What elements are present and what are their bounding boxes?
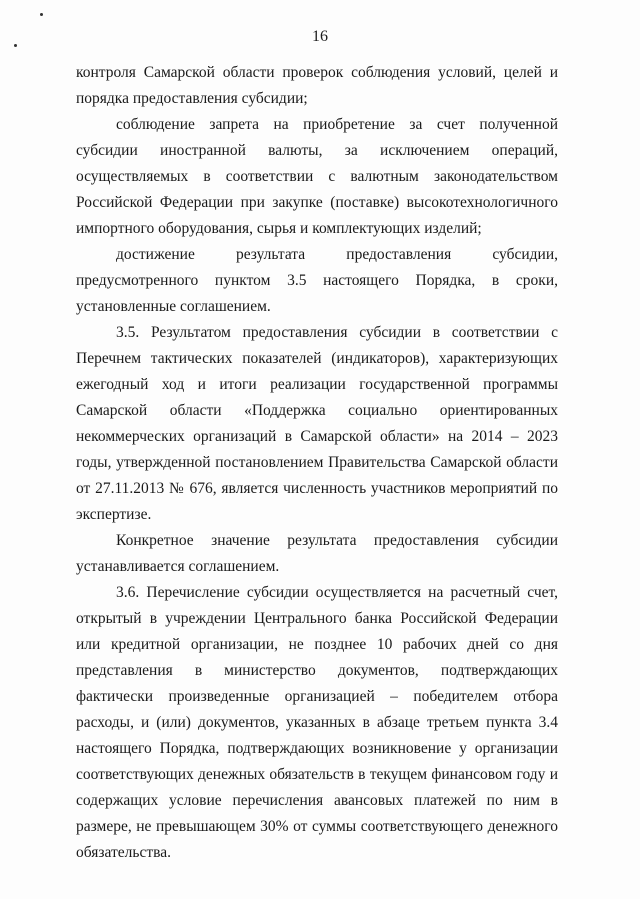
paragraph: соблюдение запрета на приобретение за счет полученной субсидии иностранной валюты, за исключением операций, осуществляемых в соответствии с валютным законодательством Российской Федерации при закупке (поставке) высокотехнологичного импортного оборудования, сырья и комплектующих изделий; bbox=[76, 116, 558, 237]
paragraph: 3.6. Перечисление субсидии осуществляется на расчетный счет, открытый в учреждении Центрального банка Российской Федерации или кредитной организации, не позднее 10 рабочих дней со дня представления в министерство документов, подтверждающих фактически произведенные организацией – победителем отбора расходы, и (или) документов, указанных в абзаце третьем пункта 3.4 настоящего Порядка, подтверждающих возникновение у организации соответствующих денежных обязательств в текущем финансовом году и содержащих условие перечисления авансовых платежей по ним в размере, не превышающем 30% от суммы соответствующего денежного обязательства. bbox=[76, 584, 558, 861]
paragraph: контроля Самарской области проверок соблюдения условий, целей и порядка предоставления субсидии; bbox=[76, 64, 558, 107]
page-number: 16 bbox=[312, 28, 328, 45]
paragraph: достижение результата предоставления субсидии, предусмотренного пунктом 3.5 настоящего Порядка, в сроки, установленные соглашением. bbox=[76, 246, 558, 315]
document-body bbox=[76, 60, 558, 866]
paragraph: 3.5. Результатом предоставления субсидии в соответствии с Перечнем тактических показателей (индикаторов), характеризующих ежегодный ход и итоги реализации государственной программы Самарской области «Поддержка социально ориентированных некоммерческих организаций в Самарской области» на 2014 – 2023 годы, утвержденной постановлением Правительства Самарской области от 27.11.2013 № 676, является численность участников мероприятий по экспертизе. bbox=[76, 324, 558, 523]
scan-speck bbox=[40, 13, 43, 16]
paragraph: Конкретное значение результата предоставления субсидии устанавливается соглашением. bbox=[76, 532, 558, 575]
